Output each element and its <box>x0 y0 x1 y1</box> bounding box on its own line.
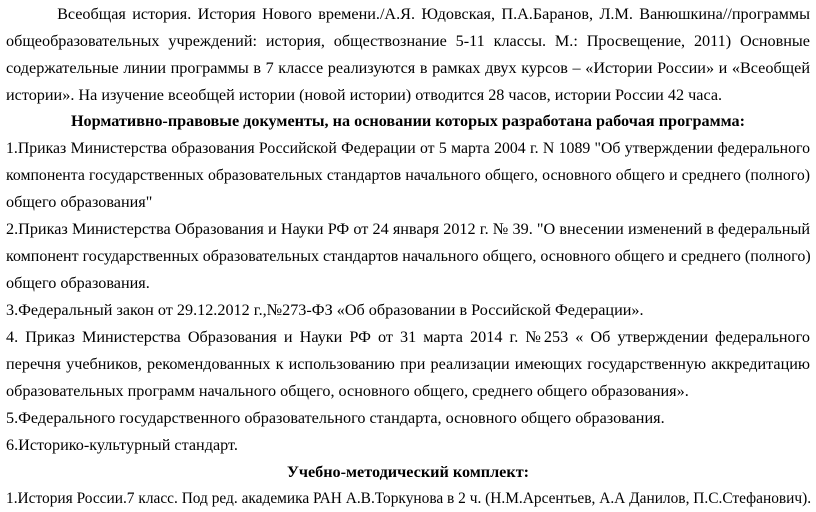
doc-4-line-1: 4. Приказ Министерства Образования и Науки РФ от 31 марта 2014 г. №253 « Об утверждении федерального <box>6 328 810 346</box>
methodical-kit-heading: Учебно-методический комплект: <box>286 463 530 481</box>
doc-1-line-3: общего образования" <box>6 193 153 211</box>
doc-4-line-2: перечня учебников, рекомендованных к использованию при реализации имеющих государственную аккредитацию <box>6 355 810 373</box>
intro-line-4: истории». На изучение всеобщей истории (новой истории) отводится 28 часов, истории России 42 часа. <box>6 86 723 104</box>
kit-1-line-1: 1.История России.7 класс. Под ред. академика РАН А.В.Торкунова в 2 ч. (Н.М.Арсентьев, А.А Данилов, П.С.Стефанович). <box>6 490 812 507</box>
doc-4-line-3: образовательных программ начального общего, основного общего, среднего общего образования». <box>6 382 689 400</box>
doc-1-line-1: 1.Приказ Министерства образования Российской Федерации от 5 марта 2004 г. N 1089 "Об утверждении федерального <box>6 140 810 157</box>
normative-docs-heading: Нормативно-правовые документы, на основании которых разработана рабочая программа: <box>70 112 746 130</box>
doc-3-line-1: 3.Федеральный закон от 29.12.2012 г.,№273-ФЗ «Об образовании в Российской Федерации». <box>6 301 644 319</box>
doc-1-line-2: компонента государственных образовательных стандартов начального общего, основного общего и среднего (полного) <box>6 167 810 184</box>
doc-2-line-1: 2.Приказ Министерства Образования и Науки РФ от 24 января 2012 г. № 39. "О внесении изменений в федеральный <box>6 220 810 238</box>
doc-6-line-1: 6.Историко-культурный стандарт. <box>6 436 238 454</box>
intro-line-2: общеобразовательных учреждений: история, обществознание 5-11 классы. М.: Просвещение, 2011) Основные <box>6 32 810 50</box>
doc-2-line-3: общего образования. <box>6 274 150 292</box>
doc-5-line-1: 5.Федерального государственного образовательного стандарта, основного общего образования. <box>6 409 665 427</box>
intro-line-1: Всеобщая история. История Нового времени./А.Я. Юдовская, П.А.Баранов, Л.М. Ванюшкина//программы <box>6 5 810 23</box>
intro-line-3: содержательные линии программы в 7 классе реализуются в рамках двух курсов – «Истории России» и «Всеобщей <box>6 59 810 77</box>
doc-2-line-2: компонент государственных образовательных стандартов начального общего, основного общего и среднего (полного) <box>6 248 811 265</box>
